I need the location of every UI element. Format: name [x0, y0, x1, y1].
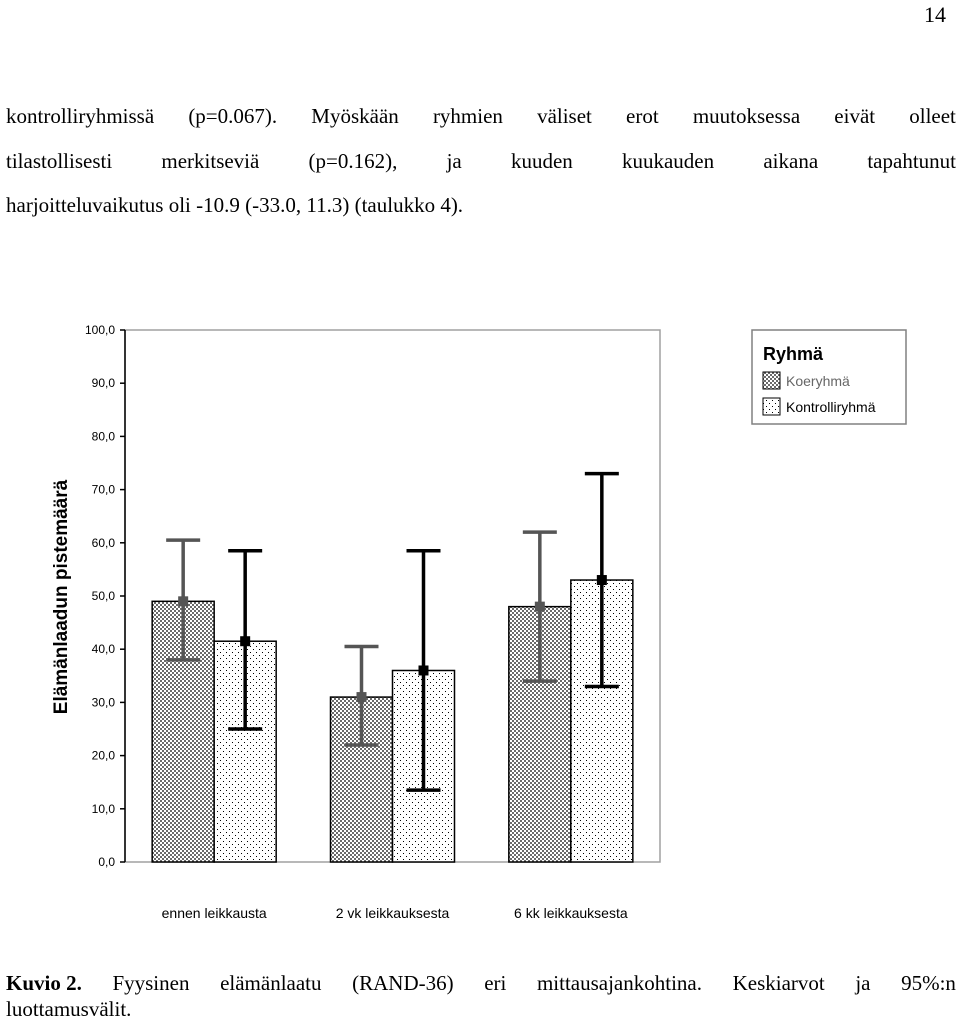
- word: elämänlaatu: [220, 971, 322, 995]
- x-tick-label: 6 kk leikkauksesta: [514, 905, 628, 921]
- word: kuuden: [510, 149, 573, 173]
- word: ja: [446, 149, 462, 173]
- word: tilastollisesti: [6, 149, 113, 173]
- legend-item-label: Koeryhmä: [786, 373, 850, 389]
- word: 95%:n: [901, 971, 956, 995]
- word: mittausajankohtina.: [536, 971, 702, 995]
- word: väliset: [537, 104, 592, 128]
- word: (p=0.067).: [188, 104, 278, 128]
- word: (RAND-36): [352, 971, 454, 995]
- word: tapahtunut: [867, 149, 956, 173]
- word: ryhmien: [432, 104, 503, 128]
- legend: [752, 330, 906, 424]
- word: Keskiarvot: [732, 971, 825, 995]
- y-tick-label: 50,0: [91, 589, 115, 603]
- word: Myöskään: [311, 104, 399, 128]
- x-tick-label: 2 vk leikkauksesta: [335, 905, 450, 921]
- word: (p=0.162),: [308, 149, 398, 173]
- page-number: 14: [924, 2, 946, 27]
- y-tick-label: 0,0: [98, 855, 115, 869]
- word: Fyysinen: [112, 971, 190, 995]
- mean-marker: [597, 575, 607, 585]
- figure-caption-line-2: luottamusvälit.: [6, 997, 132, 1021]
- y-tick-label: 100,0: [84, 323, 115, 337]
- legend-title: Ryhmä: [763, 344, 824, 364]
- figure-caption: [6, 971, 956, 996]
- legend-swatch-koeryhma: [763, 372, 780, 389]
- y-tick-label: 10,0: [91, 801, 115, 816]
- y-tick-label: 40,0: [91, 642, 115, 657]
- y-tick-label: 60,0: [91, 535, 115, 550]
- y-tick-label: 80,0: [91, 429, 115, 444]
- y-tick-label: 90,0: [91, 376, 115, 391]
- mean-marker: [535, 602, 545, 612]
- y-tick-label: 70,0: [91, 482, 115, 497]
- mean-marker: [357, 692, 367, 702]
- word: aikana: [763, 149, 819, 173]
- word: kontrolliryhmissä: [6, 104, 155, 128]
- caption-label: Kuvio 2.: [6, 971, 82, 995]
- mean-marker: [178, 596, 188, 606]
- legend-swatch-kontrolliryhma: [763, 398, 780, 415]
- word: kuukauden: [621, 149, 715, 173]
- word: erot: [626, 104, 659, 128]
- word: eivät: [834, 104, 876, 128]
- y-axis-title: Elämänlaadun pistemäärä: [51, 479, 72, 715]
- mean-marker: [240, 636, 250, 646]
- paragraph-line-3: harjoitteluvaikutus oli -10.9 (-33.0, 11.3) (taulukko 4).: [6, 193, 464, 217]
- x-tick-label: ennen leikkausta: [161, 905, 267, 921]
- y-tick-label: 30,0: [91, 695, 115, 710]
- chart: [0, 300, 960, 940]
- mean-marker: [419, 665, 429, 675]
- paragraph-line-2: [6, 149, 956, 174]
- legend-item-label: Kontrolliryhmä: [786, 399, 876, 415]
- word: ja: [855, 971, 871, 995]
- word: merkitseviä: [161, 149, 260, 173]
- word: olleet: [909, 104, 956, 128]
- word: muutoksessa: [692, 104, 801, 128]
- paragraph-line-1: [6, 104, 956, 129]
- word: eri: [484, 971, 507, 995]
- y-tick-label: 20,0: [91, 748, 115, 763]
